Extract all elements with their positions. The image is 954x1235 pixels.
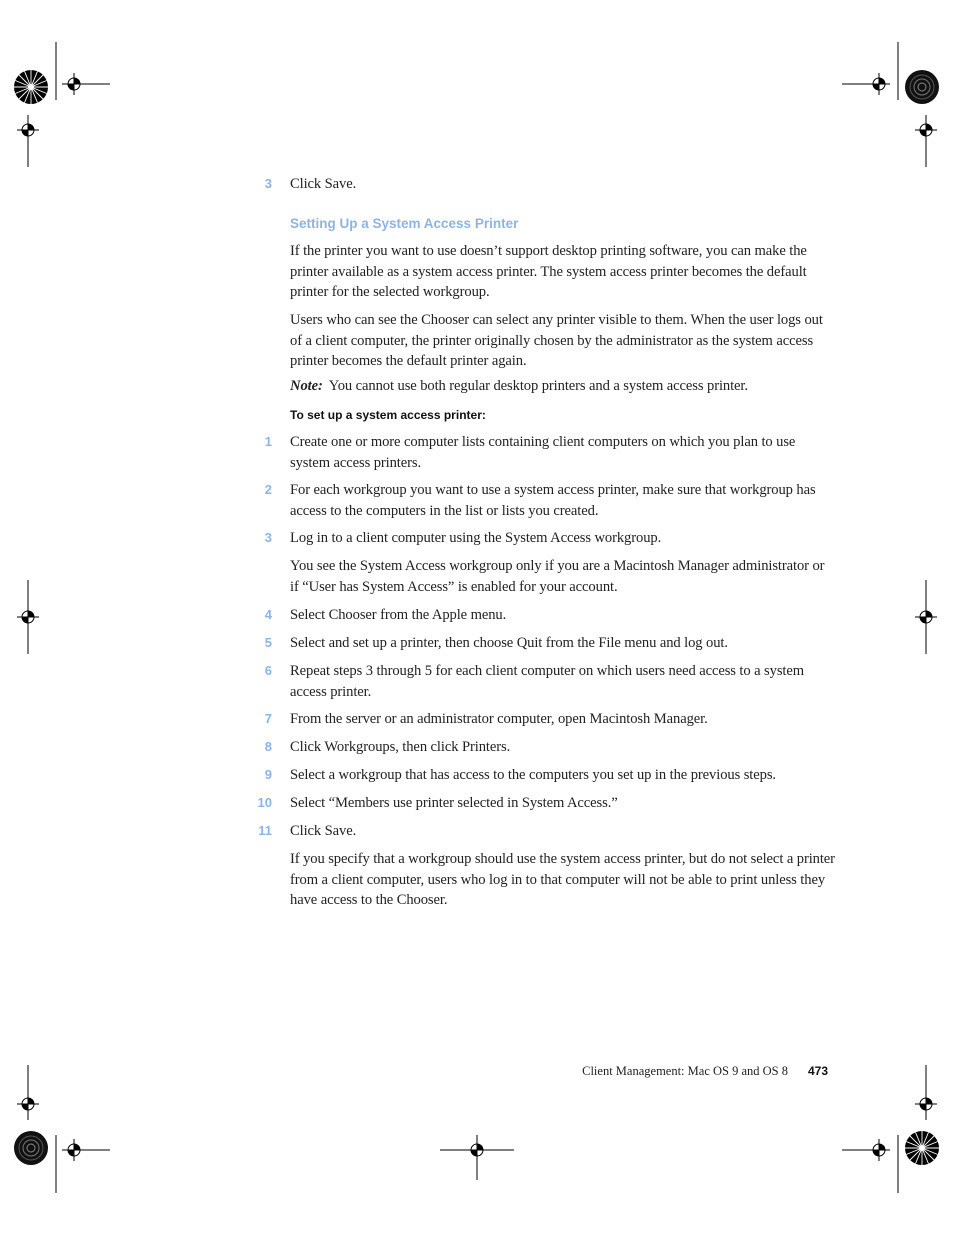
step-number: 11 <box>258 823 272 838</box>
step-text: Click Workgroups, then click Printers. <box>290 739 511 755</box>
bottom-right-star-target <box>905 1131 939 1165</box>
step-number: 8 <box>264 739 272 754</box>
step-text: Select and set up a printer, then choose Quit from the File menu and log out. <box>290 635 728 651</box>
top-left-star-target <box>14 70 48 104</box>
footer-chapter: Client Management: Mac OS 9 and OS 8 <box>582 1064 788 1078</box>
step-text: Click Save. <box>290 823 357 839</box>
step-detail: You see the System Access workgroup only if you are a Macintosh Manager administrator or if “User has System Access” is enabled for your account. <box>290 558 825 595</box>
step-text: Select “Members use printer selected in System Access.” <box>290 795 618 811</box>
step-number: 7 <box>264 711 272 726</box>
step-number: 2 <box>264 482 272 497</box>
step-text: Create one or more computer lists containing client computers on which you plan to use system access printers. <box>290 434 796 471</box>
step-number: 3 <box>264 176 272 191</box>
closing-paragraph: If you specify that a workgroup should use the system access printer, but do not select a printer from a client computer, users who log in to that computer will not be able to print unless they have access to the Chooser. <box>290 851 835 908</box>
paragraph: Users who can see the Chooser can select any printer visible to them. When the user logs out of a client computer, the printer originally chosen by the administrator as the system access printer becomes the default printer again. <box>290 312 823 369</box>
page-number: 473 <box>808 1064 829 1078</box>
note-text: You cannot use both regular desktop printers and a system access printer. <box>328 378 748 394</box>
step-text: Log in to a client computer using the System Access workgroup. <box>290 530 662 546</box>
step-number: 9 <box>264 767 272 782</box>
step-number: 10 <box>257 795 272 810</box>
step-text: Select a workgroup that has access to the computers you set up in the previous steps. <box>290 767 776 783</box>
step-number: 4 <box>264 607 272 622</box>
paragraph: If the printer you want to use doesn’t support desktop printing software, you can make the printer available as a system access printer. The system access printer becomes the default printer for the selected workgroup. <box>290 243 807 300</box>
step-text: Click Save. <box>290 176 357 192</box>
step-number: 6 <box>264 663 272 678</box>
step-text: For each workgroup you want to use a system access printer, make sure that workgroup has access to the computers in the list or lists you created. <box>290 482 816 519</box>
step-text: From the server or an administrator computer, open Macintosh Manager. <box>290 711 708 727</box>
step-text: Select Chooser from the Apple menu. <box>290 607 507 623</box>
procedure-title: To set up a system access printer: <box>290 408 486 422</box>
bottom-left-ring-target <box>14 1131 48 1165</box>
step-number: 1 <box>264 434 272 449</box>
section-heading: Setting Up a System Access Printer <box>290 216 519 231</box>
step-text: Repeat steps 3 through 5 for each client computer on which users need access to a system access printer. <box>290 663 804 700</box>
note-label: Note: <box>290 378 323 394</box>
top-right-ring-target <box>905 70 939 104</box>
step-number: 3 <box>264 530 272 545</box>
note <box>290 376 835 397</box>
step-number: 5 <box>264 635 272 650</box>
